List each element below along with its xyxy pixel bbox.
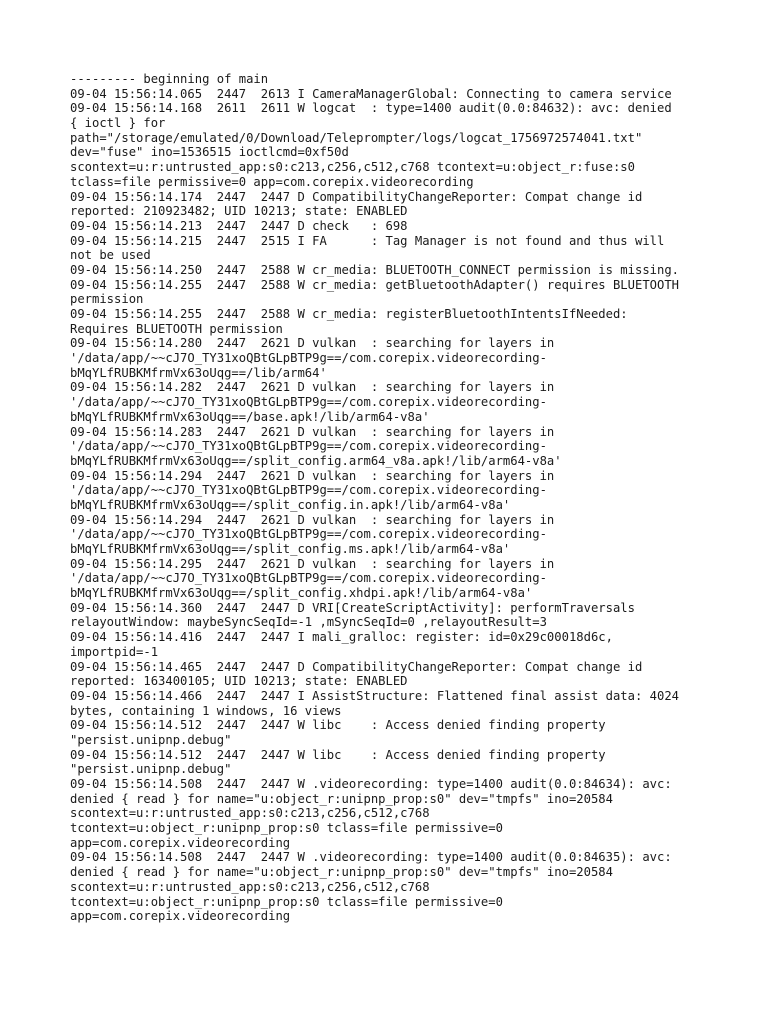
log-line: bMqYLfRUBKMfrmVx63oUqg==/split_config.ms.apk!/lib/arm64-v8a' [70,542,511,556]
log-line: 09-04 15:56:14.174 2447 2447 D CompatibilityChangeReporter: Compat change id [70,189,643,204]
log-line: 09-04 15:56:14.466 2447 2447 I AssistStructure: Flattened final assist data: 4024 [70,688,680,703]
log-line: reported: 210923482; UID 10213; state: ENABLED [70,204,408,219]
log-line: 09-04 15:56:14.168 2611 2611 W logcat : type=1400 audit(0.0:84632): avc: denied [70,101,672,116]
log-line: 09-04 15:56:14.512 2447 2447 W libc : Access denied finding property [70,747,606,762]
log-line: '/data/app/~~cJ7O_TY31xoQBtGLpBTP9g==/com.corepix.videorecording- [70,483,547,498]
log-line: 09-04 15:56:14.250 2447 2588 W cr_media: BLUETOOTH_CONNECT permission is missing. [70,262,680,277]
log-line: 09-04 15:56:14.465 2447 2447 D CompatibilityChangeReporter: Compat change id [70,659,643,674]
log-line: 09-04 15:56:14.512 2447 2447 W libc : Access denied finding property [70,718,606,733]
log-line: app=com.corepix.videorecording [70,909,291,924]
log-line: 09-04 15:56:14.508 2447 2447 W .videorecording: type=1400 audit(0.0:84635): avc: [70,850,672,865]
log-line: "persist.unipnp.debug" [70,732,232,747]
log-line: permission [70,292,144,307]
log-line: 09-04 15:56:14.508 2447 2447 W .videorecording: type=1400 audit(0.0:84634): avc: [70,777,672,791]
log-line: bytes, containing 1 windows, 16 views [70,703,342,718]
log-line: tclass=file permissive=0 app=com.corepix.videorecording [70,174,474,189]
log-line: scontext=u:r:untrusted_app:s0:c213,c256,c512,c768 tcontext=u:object_r:fuse:s0 [70,160,635,175]
log-line: bMqYLfRUBKMfrmVx63oUqg==/split_config.xhdpi.apk!/lib/arm64-v8a' [70,586,533,601]
log-line: denied { read } for name="u:object_r:unipnp_prop:s0" dev="tmpfs" ino=20584 [70,865,613,880]
log-line: bMqYLfRUBKMfrmVx63oUqg==/split_config.arm64_v8a.apk!/lib/arm64-v8a' [70,453,562,468]
log-line: 09-04 15:56:14.294 2447 2621 D vulkan : searching for layers in [70,512,555,527]
log-line: bMqYLfRUBKMfrmVx63oUqg==/split_config.in.apk!/lib/arm64-v8a' [70,497,511,512]
log-line: bMqYLfRUBKMfrmVx63oUqg==/lib/arm64' [70,365,327,380]
logcat-text [70,72,710,924]
log-line: 09-04 15:56:14.294 2447 2621 D vulkan : searching for layers in [70,468,555,483]
log-line: importpid=-1 [70,644,159,659]
log-line: 09-04 15:56:14.255 2447 2588 W cr_media: getBluetoothAdapter() requires BLUETOOTH [70,277,680,292]
log-line: '/data/app/~~cJ7O_TY31xoQBtGLpBTP9g==/com.corepix.videorecording- [70,439,547,454]
log-line: 09-04 15:56:14.280 2447 2621 D vulkan : searching for layers in [70,336,555,351]
log-line: 09-04 15:56:14.213 2447 2447 D check : 698 [70,218,408,233]
log-line: app=com.corepix.videorecording [70,835,291,850]
log-line: 09-04 15:56:14.215 2447 2515 I FA : Tag Manager is not found and thus will [70,233,665,248]
log-line: not be used [70,248,151,263]
log-line: Requires BLUETOOTH permission [70,321,283,336]
log-line: scontext=u:r:untrusted_app:s0:c213,c256,c512,c768 [70,806,430,821]
log-line: tcontext=u:object_r:unipnp_prop:s0 tclass=file permissive=0 [70,894,503,909]
log-line: 09-04 15:56:14.283 2447 2621 D vulkan : searching for layers in [70,424,555,439]
log-line: '/data/app/~~cJ7O_TY31xoQBtGLpBTP9g==/com.corepix.videorecording- [70,395,547,410]
log-line: "persist.unipnp.debug" [70,762,232,777]
log-line: '/data/app/~~cJ7O_TY31xoQBtGLpBTP9g==/com.corepix.videorecording- [70,351,547,366]
log-line: 09-04 15:56:14.065 2447 2613 I CameraManagerGlobal: Connecting to camera service [70,86,672,101]
log-line: 09-04 15:56:14.295 2447 2621 D vulkan : searching for layers in [70,556,555,571]
log-line: 09-04 15:56:14.416 2447 2447 I mali_gralloc: register: id=0x29c00018d6c, [70,630,613,645]
log-line: { ioctl } for [70,116,166,131]
log-line: tcontext=u:object_r:unipnp_prop:s0 tclass=file permissive=0 [70,821,503,836]
log-line: reported: 163400105; UID 10213; state: ENABLED [70,674,408,689]
log-line: 09-04 15:56:14.282 2447 2621 D vulkan : searching for layers in [70,380,555,395]
log-line: '/data/app/~~cJ7O_TY31xoQBtGLpBTP9g==/com.corepix.videorecording- [70,527,547,542]
log-line: 09-04 15:56:14.360 2447 2447 D VRI[CreateScriptActivity]: performTraversals [70,600,635,615]
log-line: '/data/app/~~cJ7O_TY31xoQBtGLpBTP9g==/com.corepix.videorecording- [70,571,547,586]
log-line: scontext=u:r:untrusted_app:s0:c213,c256,c512,c768 [70,879,430,894]
log-line: path="/storage/emulated/0/Download/Teleprompter/logs/logcat_1756972574041.txt" [70,130,643,145]
log-line: 09-04 15:56:14.255 2447 2588 W cr_media: registerBluetoothIntentsIfNeeded: [70,307,628,321]
log-line: --------- beginning of main [70,72,269,86]
log-line: dev="fuse" ino=1536515 ioctlcmd=0xf50d [70,145,349,160]
log-line: bMqYLfRUBKMfrmVx63oUqg==/base.apk!/lib/arm64-v8a' [70,409,430,424]
log-line: denied { read } for name="u:object_r:unipnp_prop:s0" dev="tmpfs" ino=20584 [70,791,613,806]
log-line: relayoutWindow: maybeSyncSeqId=-1 ,mSyncSeqId=0 ,relayoutResult=3 [70,615,547,630]
